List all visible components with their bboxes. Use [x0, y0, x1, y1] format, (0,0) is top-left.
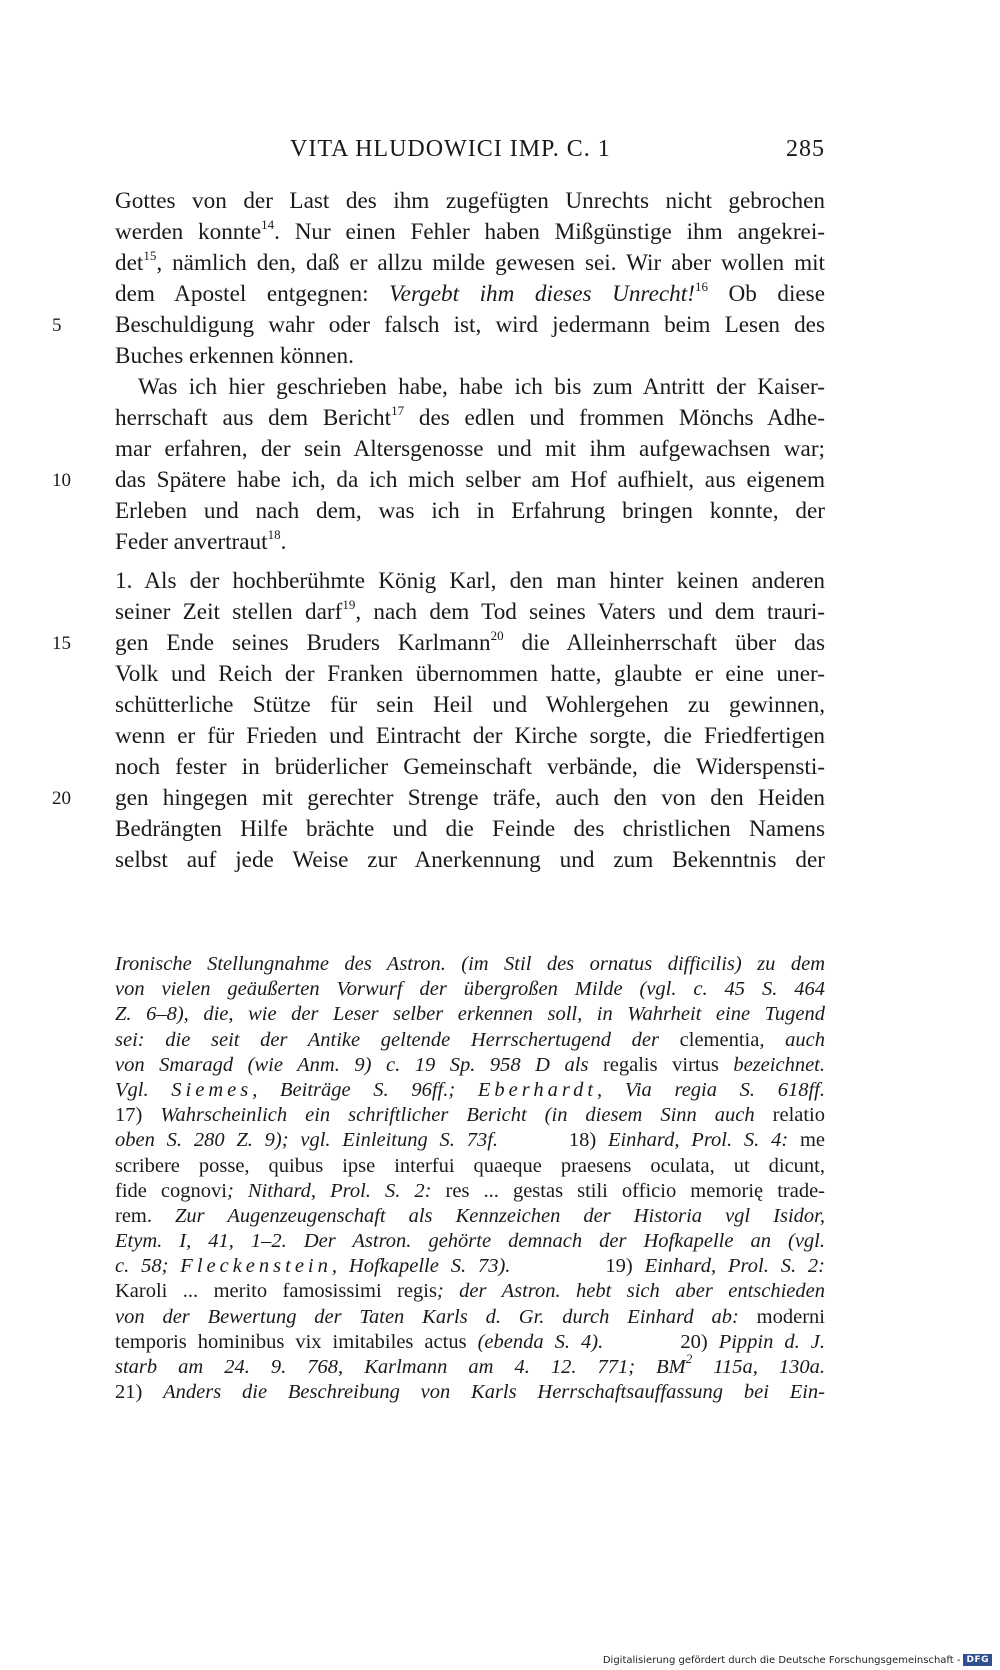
- text-line: 20 gen hingegen mit gerechter Strenge träfe, auch den von den Heiden: [115, 783, 825, 814]
- text-line: Buches erkennen können.: [115, 343, 354, 369]
- footnote-line: scribere posse, quibus ipse interfui quaeque praesens oculata, ut dicunt,: [115, 1154, 825, 1177]
- text-line: Gottes von der Last des ihm zugefügten Unrechts nicht gebrochen: [115, 188, 825, 214]
- footnote-line: von der Bewertung der Taten Karls d. Gr. durch Einhard ab: moderni: [115, 1305, 825, 1328]
- footnote-line: temporis hominibus vix imitabiles actus (ebenda S. 4). 20) Pippin d. J.: [115, 1330, 826, 1353]
- text-line: 10 das Spätere habe ich, da ich mich selber am Hof aufhielt, aus eigenem: [115, 465, 825, 496]
- footnotes: [115, 952, 825, 1405]
- running-header: [115, 130, 825, 170]
- text-line: selbst auf jede Weise zur Anerkennung und zum Bekenntnis der: [115, 847, 825, 873]
- text-line: mar erfahren, der sein Altersgenosse und mit ihm aufgewachsen war;: [115, 436, 825, 462]
- footnote-line: Z. 6–8), die, wie der Leser selber erkennen soll, in Wahrheit eine Tugend: [115, 1003, 825, 1026]
- line-number: 20: [52, 788, 71, 809]
- footnote-line: Karoli ... merito famosissimi regis; der Astron. hebt sich aber entschieden: [115, 1280, 825, 1303]
- footnote-line: Vgl. Siemes, Beiträge S. 96ff.; Eberhardt, Via regia S. 618ff.: [115, 1078, 825, 1101]
- text-line: 15 gen Ende seines Bruders Karlmann$^{20}$ die Alleinherrschaft über das: [115, 628, 825, 659]
- footnote-line: c. 58; Fleckenstein, Hofkapelle S. 73). 19) Einhard, Prol. S. 2:: [115, 1255, 826, 1278]
- text-line: schütterliche Stütze für sein Heil und Wohlergehen zu gewinnen,: [115, 692, 825, 718]
- footnote-line: sei: die seit der Antike geltende Herrschertugend der clementia, auch: [115, 1028, 826, 1051]
- text-line: Was ich hier geschrieben habe, habe ich bis zum Antritt der Kaiser-: [138, 374, 825, 400]
- paragraph-3: [52, 566, 826, 876]
- text-line: herrschaft aus dem Bericht$^{17}$ des edlen und frommen Mönchs Adhe-: [115, 403, 825, 431]
- dfg-logo: DFG: [963, 1654, 992, 1666]
- footnote-line: oben S. 280 Z. 9); vgl. Einleitung S. 73f. 18) Einhard, Prol. S. 4: me: [115, 1129, 826, 1152]
- line-number: 10: [52, 470, 71, 491]
- footnote-ref: 14: [261, 217, 275, 232]
- footnote-line: 21) Anders die Beschreibung von Karls Herrschaftsauffassung bei Ein-: [115, 1381, 826, 1404]
- text-line: Erleben und nach dem, was ich in Erfahrung bringen konnte, der: [115, 498, 825, 524]
- footnote-ref: 18: [267, 527, 281, 542]
- page-number: 285: [786, 136, 825, 162]
- text-line: wenn er für Frieden und Eintracht der Kirche sorgte, die Friedfertigen: [115, 723, 825, 749]
- line-number: 5: [52, 315, 62, 336]
- footnote-line: Etym. I, 41, 1–2. Der Astron. gehörte demnach der Hofkapelle an (vgl.: [115, 1230, 825, 1253]
- text-line: Volk und Reich der Franken übernommen hatte, glaubte er eine uner-: [115, 661, 825, 687]
- text-line: 1. Als der hochberühmte König Karl, den man hinter keinen anderen: [115, 568, 825, 594]
- footnote-ref: 20: [490, 628, 504, 643]
- footnote-line: 17) Wahrscheinlich ein schriftlicher Bericht (in diesem Sinn auch relatio: [115, 1104, 826, 1127]
- text-line: werden konnte$^{14}$. Nur einen Fehler haben Mißgünstige ihm angekrei-: [115, 217, 825, 245]
- funding-text: Digitalisierung gefördert durch die Deutsche Forschungsgemeinschaft -: [602, 1654, 961, 1666]
- paragraph-2: [52, 372, 825, 558]
- footnote-ref: 17: [391, 403, 405, 418]
- footnote-line: fide cognovi; Nithard, Prol. S. 2: res ... gestas stili officio memorię trade-: [115, 1179, 825, 1202]
- text-line: $\det^{15}$, nämlich den, daß er allzu milde gewesen sei. Wir aber wollen mit: [115, 248, 825, 276]
- footnote-line: starb am 24. 9. 768, Karlmann am 4. 12. 771; $BM^2$ 115a, 130a.: [115, 1351, 825, 1378]
- text-line: Feder anvertraut$^{18}$.: [115, 527, 287, 555]
- funding-note: [603, 1654, 992, 1666]
- line-number: 15: [52, 633, 71, 654]
- footnote-ref: 19: [342, 597, 356, 612]
- footnote-line: von Smaragd (wie Anm. 9) c. 19 Sp. 958 D als regalis virtus bezeichnet.: [115, 1053, 825, 1076]
- running-title: VITA HLUDOWICI IMP. C. 1: [290, 136, 611, 162]
- footnote-line: Ironische Stellungnahme des Astron. (im Stil des ornatus difficilis) zu dem: [115, 953, 825, 975]
- footnote-ref: 15: [143, 248, 157, 263]
- footnote-ref: 16: [694, 279, 708, 294]
- text-line: Bedrängten Hilfe brächte und die Feinde des christlichen Namens: [115, 816, 825, 842]
- footnote-line: rem. Zur Augenzeugenschaft als Kennzeichen der Historia vgl Isidor,: [115, 1204, 825, 1227]
- text-line: 5 Beschuldigung wahr oder falsch ist, wird jedermann beim Lesen des: [115, 310, 825, 341]
- text-line: dem Apostel entgegnen: Vergebt ihm dieses Unrecht!$^{16}$ Ob diese: [115, 279, 825, 307]
- text-line: seiner Zeit stellen darf$^{19}$, nach dem Tod seines Vaters und dem trauri-: [115, 597, 825, 625]
- footnote-line: von vielen geäußerten Vorwurf der übergroßen Milde (vgl. c. 45 S. 464: [115, 978, 825, 1001]
- text-line: noch fester in brüderlicher Gemeinschaft verbände, die Widerspensti-: [115, 754, 825, 780]
- paragraph-1: [52, 186, 825, 372]
